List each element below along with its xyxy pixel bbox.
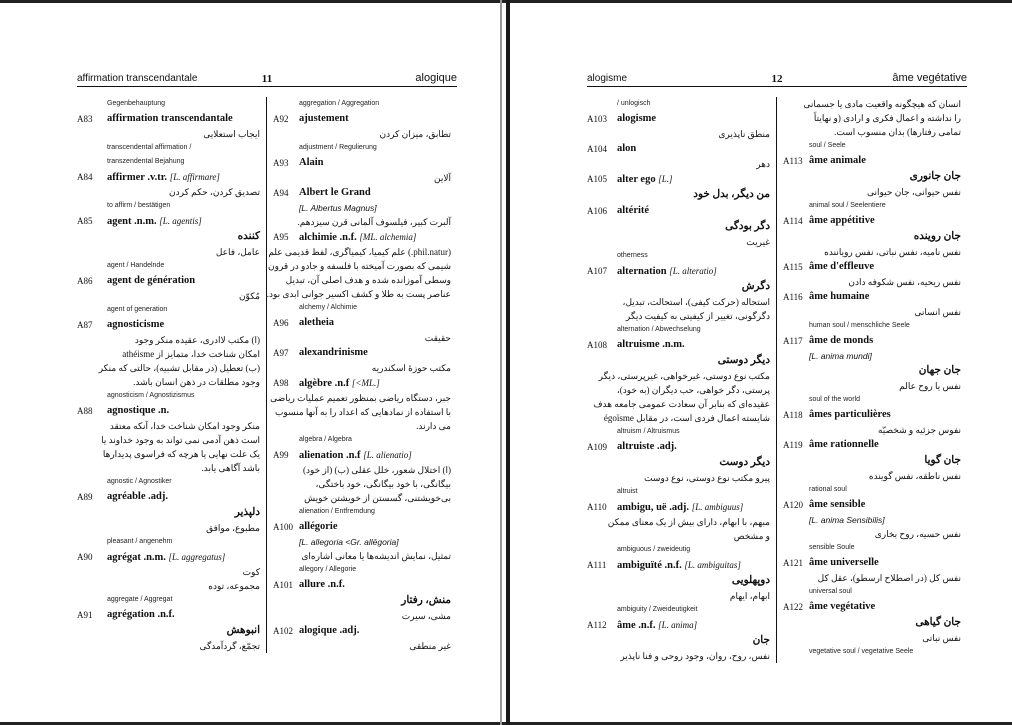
persian-term: دوپهلویی: [731, 575, 770, 586]
entry-number: A114: [783, 216, 803, 226]
entry-headword: [267, 519, 457, 535]
persian-gloss: شایسته اعمال فردی است، در مقابل égoïsme: [603, 413, 770, 423]
etymology: [L. alienatio]: [363, 450, 412, 460]
persian-gloss: دهر: [756, 159, 770, 169]
headword-text: alienation .n.f: [299, 450, 361, 461]
persian-term: جان جانوری: [909, 171, 961, 182]
etymology: [L. aggregatus]: [168, 552, 226, 562]
persian-gloss: وجود مطلقات در ذهن انسان باشد.: [133, 377, 260, 387]
headword-text: alogisme: [617, 113, 657, 124]
persian-gloss: می دارند.: [416, 421, 451, 431]
entry-number: A102: [273, 626, 293, 636]
entry-number: A117: [783, 336, 803, 346]
headword-text: âme de monds: [809, 335, 874, 346]
headword-text: âme d'effleuve: [809, 261, 875, 272]
persian-term: من دیگر، بدل خود: [693, 189, 770, 200]
headword-text: allégorie: [299, 521, 338, 532]
etymology: [L. alteratio]: [669, 266, 717, 276]
entry-headword: [587, 337, 776, 353]
persian-gloss: نفس حسیه، روح بخاری: [874, 529, 961, 539]
persian-term: کننده: [237, 231, 260, 242]
etymology-line: [L. anima mundi]: [809, 351, 872, 361]
entry-headword: [267, 155, 457, 171]
persian-gloss: تمثیل، نمایش اندیشه‌ها یا معانی اشاره‌ای: [301, 551, 451, 561]
persian-term: جان جهان: [918, 365, 961, 376]
entry-number: A113: [783, 156, 803, 166]
entry-number: A111: [587, 560, 607, 570]
definition-line: alternation / Abwechselung: [617, 326, 701, 333]
entry-headword: [587, 263, 776, 279]
headword-text: agrégat .n.m.: [107, 552, 166, 563]
persian-term: دلپذیر: [234, 507, 260, 518]
persian-gloss: (ا) مکتب لاادری، عقیده منکر وجود: [134, 335, 260, 345]
persian-gloss: منکر وجود امکان شناخت خدا، آنکه معتقد: [109, 421, 260, 431]
entry-number: A101: [273, 580, 293, 590]
etymology: [L.]: [658, 174, 673, 184]
entry-number: A84: [77, 172, 93, 182]
definition-line: agnostic / Agnostiker: [107, 478, 172, 485]
entry-headword: [77, 111, 266, 127]
headword-text: ajustement: [299, 113, 349, 124]
entry-number: A108: [587, 340, 607, 350]
persian-gloss: مبهم، با ابهام، دارای بیش از یک معنای ممکن: [607, 517, 770, 527]
persian-gloss: نفوس جزئیه و شخصیّه: [877, 425, 961, 435]
definition-line: sensible Soule: [809, 544, 855, 551]
running-header: [77, 70, 457, 87]
persian-term: انبوهش: [226, 625, 260, 636]
persian-gloss: آلبرت کبیر، فیلسوف آلمانی قرن سیزدهم.: [297, 217, 451, 227]
entry-headword: [587, 203, 776, 219]
column-1: [587, 97, 777, 663]
persian-gloss: انسان که هیچگونه واقعیت مادی یا جسمانی: [803, 99, 961, 109]
persian-term: منش، رفتار: [401, 595, 451, 606]
persian-gloss: نفس نامیه، نفس نباتی، نفس رویاننده: [824, 247, 961, 257]
persian-term: دگر بودگی: [725, 221, 770, 232]
persian-gloss: عامل، فاعل: [215, 247, 260, 257]
entry-number: A116: [783, 292, 803, 302]
etymology-line: [L. allegoria <Gr. allēgoria]: [299, 537, 399, 547]
headword-text: algèbre .n.f: [299, 378, 350, 389]
entry-headword: [777, 407, 967, 423]
etymology-line: [L. anima Sensibilis]: [809, 515, 885, 525]
headword-text: agnostique .n.: [107, 405, 170, 416]
headword-text: âmes particulières: [809, 409, 891, 420]
persian-gloss: است ذهن آدمی نمی تواند به وجود خداوند یا: [101, 435, 260, 445]
persian-gloss: پیرو مکتب نوع دوستی، نوع دوست: [644, 473, 770, 483]
persian-gloss: کوت: [242, 567, 260, 577]
persian-gloss: بی‌خویشتنی، گسستن از خویشتن خویش: [304, 493, 451, 503]
entry-number: A110: [587, 502, 607, 512]
persian-gloss: ایجاب استعلایی: [203, 129, 260, 139]
persian-gloss: و مشخص: [733, 531, 770, 541]
entry-headword: [267, 623, 457, 639]
persian-gloss: منطق ناپذیری: [718, 129, 770, 139]
persian-gloss: مجموعه، توده: [208, 581, 260, 591]
persian-gloss: (ا) اختلال شعور، خلل عقلی (ب) (از خود): [302, 465, 451, 475]
entry-headword: [267, 577, 457, 593]
entry-number: A87: [77, 320, 93, 330]
persian-gloss: (phil.natur.) علم کیمیا، کیمیاگری، لفظ قدیمی علم: [268, 247, 451, 257]
entry-number: A89: [77, 492, 93, 502]
headword-text: Alain: [299, 157, 324, 168]
entry-headword: [77, 169, 266, 185]
header-last-word: alogique: [415, 72, 457, 84]
persian-gloss: غیریت: [746, 237, 770, 247]
entry-number: A88: [77, 406, 93, 416]
entry-headword: [267, 111, 457, 127]
entry-headword: [777, 259, 967, 275]
entry-number: A118: [783, 410, 803, 420]
definition-line: altruist: [617, 488, 638, 495]
etymology: [ML. alchemia]: [359, 232, 417, 242]
persian-term: جان گیاهی: [915, 617, 961, 628]
entry-number: A106: [587, 206, 607, 216]
persian-gloss: مکتب حوزهٔ اسکندریه: [371, 363, 451, 373]
entry-number: A109: [587, 442, 607, 452]
header-first-word: affirmation transcendantale: [77, 73, 198, 84]
definition-line: aggregation / Aggregation: [299, 100, 380, 107]
entry-number: A93: [273, 158, 289, 168]
entry-number: A95: [273, 232, 289, 242]
definition-line: / unlogisch: [617, 100, 651, 107]
persian-term: جان: [752, 635, 770, 646]
definition-line: adjustment / Regulierung: [299, 144, 377, 151]
entry-headword: [77, 489, 266, 505]
persian-gloss: شیمی که بصورت آمیخته با فلسفه و جادو در قرون: [267, 261, 451, 271]
entry-headword: [77, 403, 266, 419]
headword-text: agréable .adj.: [107, 491, 168, 502]
headword-text: allure .n.f.: [299, 579, 345, 590]
persian-gloss: تطابق، میزان کردن: [379, 129, 451, 139]
entry-number: A115: [783, 262, 803, 272]
persian-gloss: نفس انسانی: [914, 307, 961, 317]
column-2: [267, 97, 457, 653]
entry-number: A90: [77, 552, 93, 562]
headword-text: âme appétitive: [809, 215, 875, 226]
page-columns: [77, 97, 457, 653]
entry-headword: [267, 229, 457, 245]
entry-headword: [267, 447, 457, 463]
left-page: [77, 70, 457, 653]
persian-gloss: مکتب نوع دوستی، غیرخواهی، غیرپرستی، دیگر: [598, 371, 770, 381]
entry-number: A122: [783, 602, 803, 612]
definition-line: soul of the world: [809, 396, 860, 403]
persian-gloss: نفس ریحیه، نفس شکوفه دادن: [848, 277, 961, 287]
headword-text: agent de génération: [107, 275, 196, 286]
persian-gloss: مشی، سیرت: [401, 611, 451, 621]
persian-gloss: استحاله (حرکت کیفی)، استحالت، تبدیل،: [622, 297, 770, 307]
entry-headword: [777, 153, 967, 169]
definition-line: human soul / menschliche Seele: [809, 322, 910, 329]
persian-term: دگرش: [741, 281, 770, 292]
definition-line: otherness: [617, 252, 648, 259]
entry-number: A99: [273, 450, 289, 460]
persian-gloss: نفس ناطقه، نفس گوینده: [868, 471, 961, 481]
headword-text: aletheia: [299, 317, 334, 328]
definition-line: transcendental affirmation /: [107, 144, 192, 151]
persian-gloss: ابهام، ایهام: [729, 591, 770, 601]
entry-number: A86: [77, 276, 93, 286]
entry-number: A105: [587, 174, 607, 184]
entry-headword: [267, 185, 457, 201]
definition-line: agent of generation: [107, 306, 168, 313]
entry-headword: [587, 439, 776, 455]
entry-number: A96: [273, 318, 289, 328]
headword-text: agent .n.m.: [107, 216, 157, 227]
etymology: [L. anima]: [658, 620, 698, 630]
persian-gloss: دگرگونی، تغییر از کیفیتی به کیفیت دیگر: [625, 311, 770, 321]
page-columns: [587, 97, 967, 663]
headword-text: ambiguïté .n.f.: [617, 560, 682, 571]
persian-gloss: عقیده‌ای که بنابر آن سعادت عمومی جامعه هدف: [593, 399, 770, 409]
persian-gloss: نفس نباتی: [922, 633, 961, 643]
etymology: [L. ambiguus]: [691, 502, 744, 512]
etymology: [L. ambiguitas]: [684, 560, 741, 570]
definition-line: agnosticism / Agnostizismus: [107, 392, 195, 399]
definition-line: soul / Seele: [809, 142, 846, 149]
entry-headword: [777, 333, 967, 349]
definition-line: altruism / Altruismus: [617, 428, 680, 435]
persian-gloss: نفس یا روح عالم: [899, 381, 961, 391]
entry-headword: [777, 437, 967, 453]
headword-text: altruiste .adj.: [617, 441, 677, 452]
entry-headword: [77, 549, 266, 565]
entry-headword: [587, 557, 776, 573]
book-spine: [506, 0, 510, 725]
headword-text: affirmer .v.tr.: [107, 172, 168, 183]
entry-headword: [77, 273, 266, 289]
definition-line: vegetative soul / vegetative Seele: [809, 648, 914, 655]
entry-number: A104: [587, 144, 607, 154]
entry-headword: [77, 213, 266, 229]
definition-line: rational soul: [809, 486, 847, 493]
persian-gloss: تمامی رفتارها) بدان منسوب است.: [834, 127, 961, 137]
persian-gloss: نفس حیوانی، جان حیوانی: [867, 187, 961, 197]
definition-line: alienation / Entfremdung: [299, 508, 375, 515]
persian-term: دیگر دوست: [719, 457, 770, 468]
persian-gloss: پرستی، دگر خواهی، حب دیگران (به خود)،: [616, 385, 770, 395]
headword-text: âme sensible: [809, 499, 866, 510]
entry-headword: [267, 345, 457, 361]
persian-term: جان روینده: [913, 231, 961, 242]
header-last-word: âme vegétative: [892, 72, 967, 84]
headword-text: âme vegétative: [809, 601, 876, 612]
headword-text: âme universelle: [809, 557, 879, 568]
persian-gloss: یک علت نهایی یا هرچه که فراسوی پدیدارها: [102, 449, 260, 459]
persian-term: دیگر دوستی: [717, 355, 770, 366]
headword-text: ambigu, uë .adj.: [617, 502, 690, 513]
headword-text: alexandrinisme: [299, 347, 368, 358]
persian-gloss: نفس، روح، روان، وجود روحی و فنا ناپذیر: [620, 651, 770, 661]
entry-headword: [267, 315, 457, 331]
definition-line: transzendental Bejahung: [107, 158, 185, 165]
definition-line: alchemy / Alchimie: [299, 304, 357, 311]
headword-text: âme rationnelle: [809, 439, 879, 450]
entry-number: A119: [783, 440, 803, 450]
headword-text: alon: [617, 143, 637, 154]
headword-text: alogique .adj.: [299, 625, 360, 636]
headword-text: agrégation .n.f.: [107, 609, 175, 620]
entry-number: A100: [273, 522, 293, 532]
persian-gloss: نفس کل (در اصطلاح ارسطو)، عقل کل: [817, 573, 961, 583]
persian-term: جان گویا: [924, 455, 961, 466]
etymology: [L. agentis]: [159, 216, 202, 226]
definition-line: ambiguous / zweideutig: [617, 546, 691, 553]
page-number: 11: [261, 73, 273, 85]
entry-headword: [587, 617, 776, 633]
running-header: [587, 70, 967, 87]
definition-line: to affirm / bestätigen: [107, 202, 171, 209]
headword-text: alternation: [617, 266, 667, 277]
definition-line: allegory / Allegorie: [299, 566, 357, 573]
book-gutter-shadow: [500, 0, 502, 725]
entry-headword: [777, 497, 967, 513]
headword-text: âme animale: [809, 155, 866, 166]
headword-text: alchimie .n.f.: [299, 232, 357, 243]
definition-line: agent / Handelnde: [107, 262, 165, 269]
persian-gloss: بیگانگی، با خود بیگانگی، خود باختگی،: [315, 479, 451, 489]
etymology: [<ML.]: [351, 378, 380, 388]
headword-text: Albert le Grand: [299, 187, 371, 198]
entry-headword: [587, 499, 776, 515]
persian-gloss: مُکوّن: [238, 291, 260, 301]
header-first-word: alogisme: [587, 73, 628, 84]
entry-number: A92: [273, 114, 289, 124]
entry-number: A120: [783, 500, 803, 510]
entry-number: A97: [273, 348, 289, 358]
persian-gloss: باشد آگاهی یابد.: [201, 463, 260, 473]
persian-gloss: با استفاده از نمادهایی که اعداد را به آنها منسوب: [274, 407, 451, 417]
entry-number: A121: [783, 558, 803, 568]
headword-text: alter ego: [617, 174, 656, 185]
right-page: [587, 70, 967, 663]
headword-text: âme .n.f.: [617, 620, 656, 631]
column-1: [77, 97, 267, 653]
entry-number: A103: [587, 114, 607, 124]
persian-gloss: مطبوع، موافق: [206, 523, 260, 533]
definition-line: Gegenbehauptung: [107, 100, 165, 107]
persian-gloss: (ب) تعطیل (در مقابل تشبیه)، حالتی که منکر: [98, 363, 260, 373]
entry-number: A107: [587, 266, 607, 276]
headword-text: altruisme .n.m.: [617, 339, 685, 350]
persian-gloss: غیر منطقی: [409, 641, 451, 651]
persian-gloss: امکان شناخت خدا، متمایز از athéisme: [122, 349, 260, 359]
entry-number: A85: [77, 216, 93, 226]
entry-headword: [77, 607, 266, 623]
headword-text: altérité: [617, 205, 650, 216]
entry-headword: [777, 555, 967, 571]
entry-number: A112: [587, 620, 607, 630]
entry-headword: [777, 213, 967, 229]
page-number: 12: [771, 73, 783, 85]
entry-headword: [777, 599, 967, 615]
definition-line: pleasant / angenehm: [107, 538, 173, 545]
definition-line: algebra / Algebra: [299, 436, 352, 443]
definition-line: ambiguity / Zweideutigkeit: [617, 606, 698, 613]
persian-gloss: آلاین: [434, 173, 451, 183]
entry-number: A94: [273, 188, 289, 198]
entry-headword: [587, 141, 776, 157]
persian-gloss: را نداشته و اعمال فکری و ارادی (و نهایتاً: [813, 113, 961, 123]
entry-number: A91: [77, 610, 93, 620]
headword-text: affirmation transcendantale: [107, 113, 233, 124]
persian-gloss: عناصر پست به طلا و کشف اکسیر جوانی ابدی بود.: [267, 289, 451, 299]
entry-number: A83: [77, 114, 93, 124]
persian-gloss: جبر، دستگاه ریاضی بمنظور تعمیم عملیات ریاضی: [270, 393, 451, 403]
entry-headword: [267, 375, 457, 391]
definition-line: aggregate / Aggregat: [107, 596, 173, 603]
persian-gloss: حقیقت: [424, 333, 451, 343]
entry-number: A98: [273, 378, 289, 388]
definition-line: universal soul: [809, 588, 852, 595]
headword-text: âme humaine: [809, 291, 870, 302]
persian-gloss: تصدیق کردن، حکم کردن: [169, 187, 260, 197]
persian-gloss: وسطی آموزانده شده و هدف اصلی آن، تبدیل: [285, 275, 451, 285]
persian-gloss: تجمّع، گردآمدگی: [199, 641, 260, 651]
etymology-line: [L. Albertus Magnus]: [299, 203, 377, 213]
definition-line: animal soul / Seelentiere: [809, 202, 886, 209]
entry-headword: [587, 111, 776, 127]
entry-headword: [77, 317, 266, 333]
entry-headword: [777, 289, 967, 305]
etymology: [L. affirmare]: [169, 172, 220, 182]
column-2: [777, 97, 967, 663]
headword-text: agnosticisme: [107, 319, 165, 330]
entry-headword: [587, 171, 776, 187]
